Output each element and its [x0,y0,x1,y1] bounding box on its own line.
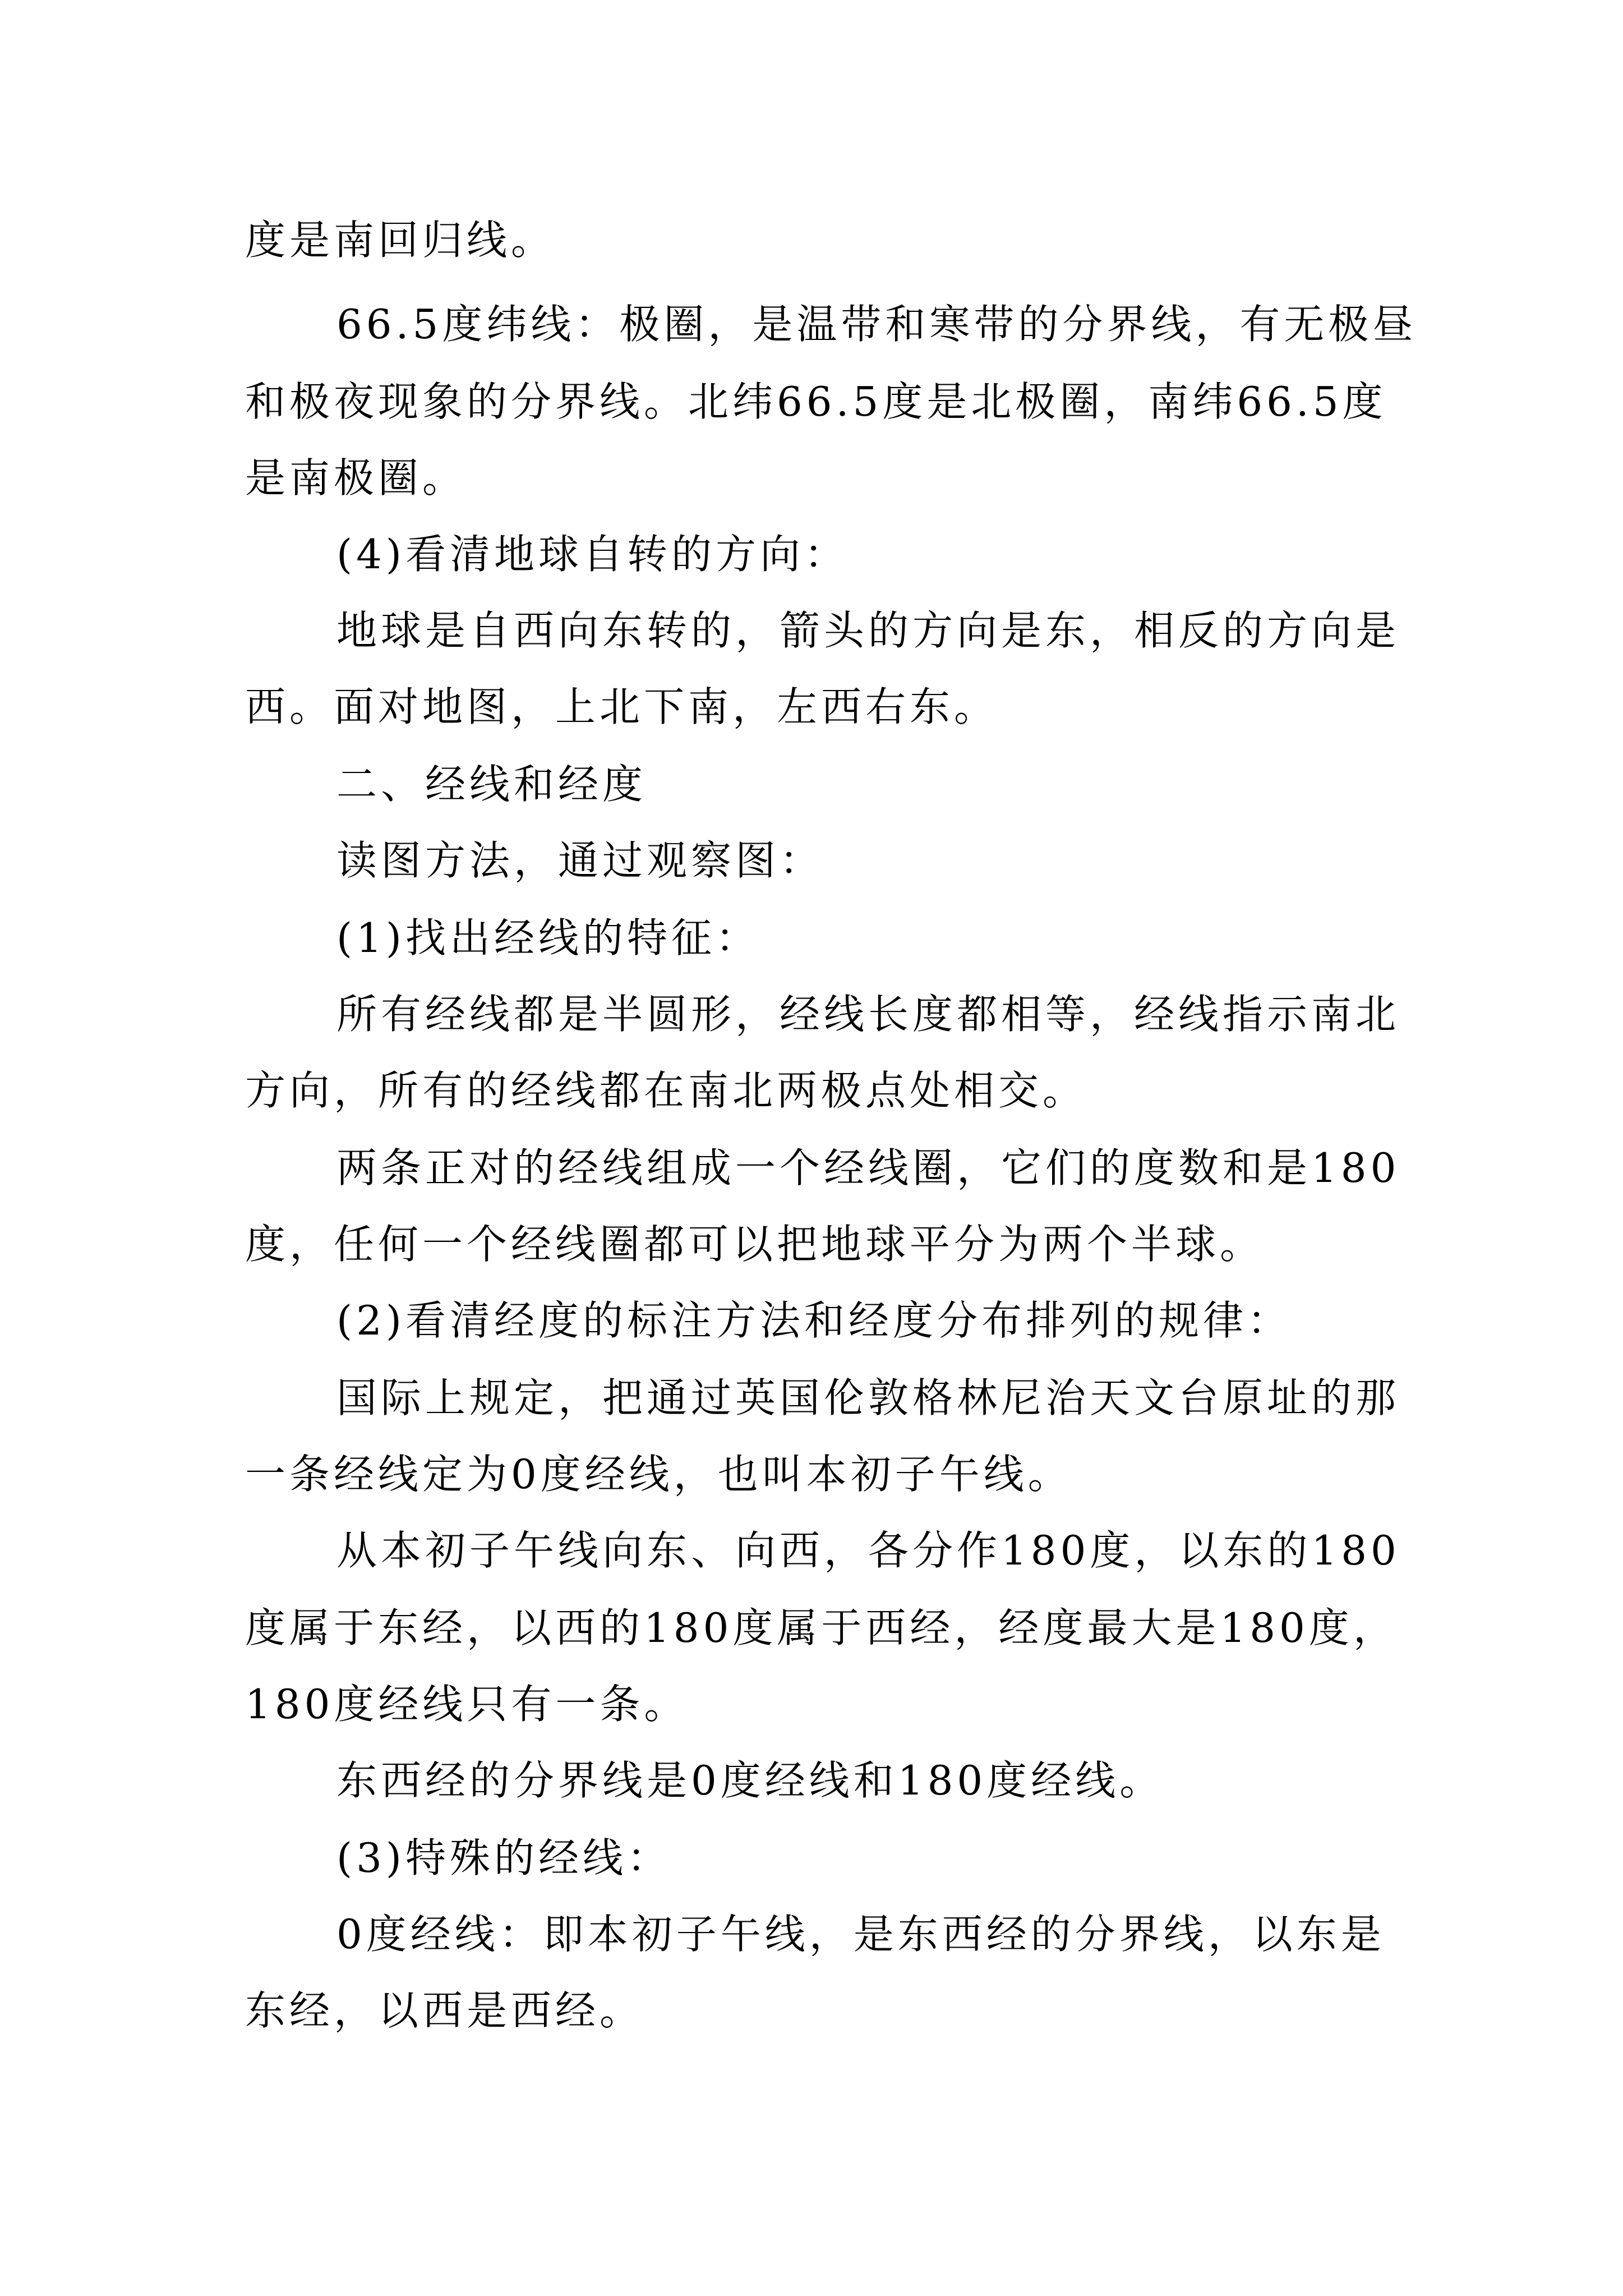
text-line-18: 从本初子午线向东、向西，各分作180度，以东的180 [336,1527,1400,1574]
text-line-2: 66.5度纬线：极圈，是温带和寒带的分界线，有无极昼 [336,301,1417,348]
text-line-8: 二、经线和经度 [336,761,647,808]
text-line-1: 度是南回归线。 [245,217,556,264]
text-line-21: 东西经的分界线是0度经线和180度经线。 [336,1757,1164,1804]
text-line-16: 国际上规定，把通过英国伦敦格林尼治天文台原址的那 [336,1374,1400,1421]
text-line-3: 和极夜现象的分界线。北纬66.5度是北极圈，南纬66.5度 [245,378,1387,425]
text-line-4: 是南极圈。 [245,454,467,501]
text-line-9: 读图方法，通过观察图： [336,837,824,884]
text-line-17: 一条经线定为0度经线，也叫本初子午线。 [245,1451,1072,1498]
text-line-20: 180度经线只有一条。 [245,1681,689,1728]
text-line-13: 两条正对的经线组成一个经线圈，它们的度数和是180 [336,1144,1400,1191]
text-line-19: 度属于东经，以西的180度属于西经，经度最大是180度， [245,1604,1398,1651]
text-line-11: 所有经线都是半圆形，经线长度都相等，经线指示南北 [336,991,1400,1038]
text-line-24: 东经，以西是西经。 [245,1987,644,2034]
text-line-12: 方向，所有的经线都在南北两极点处相交。 [245,1067,1087,1114]
text-line-6: 地球是自西向东转的，箭头的方向是东，相反的方向是 [336,607,1400,654]
text-line-14: 度，任何一个经线圈都可以把地球平分为两个半球。 [245,1221,1265,1268]
text-line-23: 0度经线：即本初子午线，是东西经的分界线，以东是 [336,1911,1385,1958]
text-line-22: (3)特殊的经线： [336,1834,671,1881]
text-line-7: 西。面对地图，上北下南，左西右东。 [245,683,999,730]
text-line-10: (1)找出经线的特征： [336,914,760,961]
text-line-15: (2)看清经度的标注方法和经度分布排列的规律： [336,1297,1292,1344]
text-line-5: (4)看清地球自转的方向： [336,531,849,578]
